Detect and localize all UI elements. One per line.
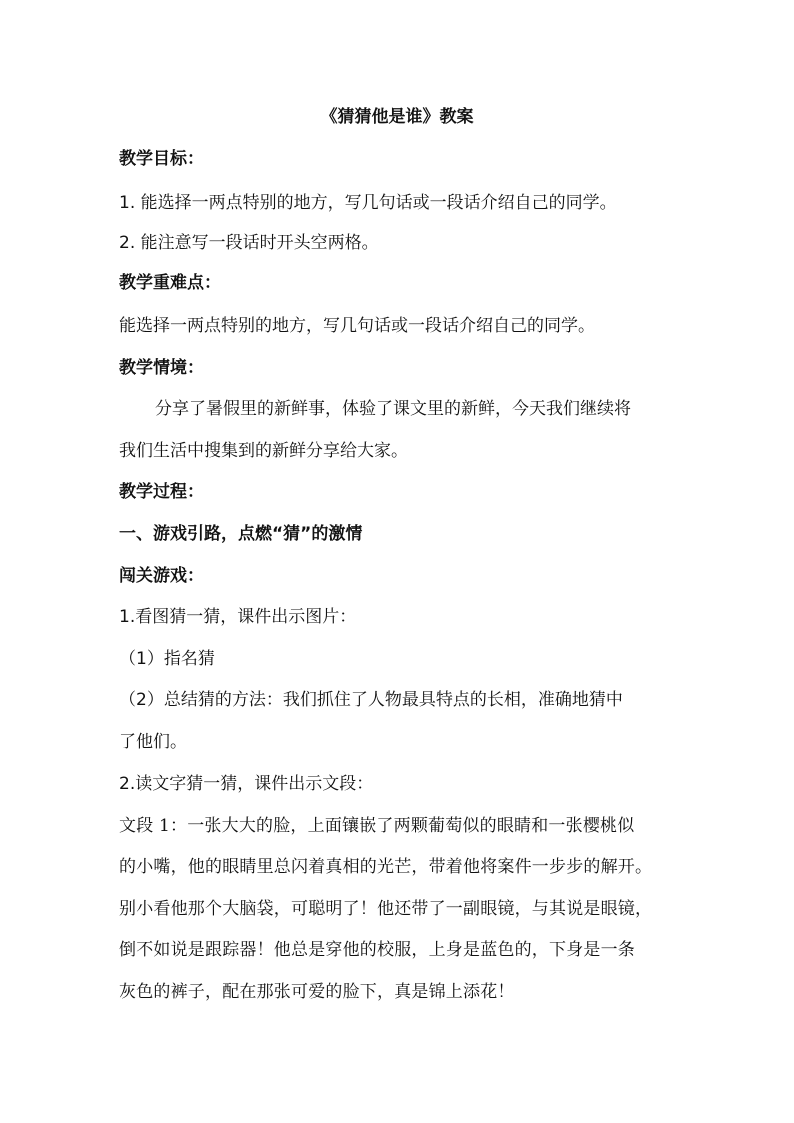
- key-points-heading: 教学重难点：: [119, 273, 221, 293]
- step-1-b-line-2: 了他们。: [119, 732, 187, 752]
- step-2: 2.读文字猜一猜，课件出示文段：: [119, 774, 374, 794]
- situation-line-2: 我们生活中搜集到的新鲜分享给大家。: [119, 441, 408, 461]
- passage-1-line-3: 别小看他那个大脑袋，可聪明了！他还带了一副眼镜，与其说是眼镜，: [119, 899, 653, 919]
- goal-item-2: 2. 能注意写一段话时开头空两格。: [119, 233, 379, 253]
- key-points-text: 能选择一两点特别的地方，写几句话或一段话介绍自己的同学。: [119, 316, 595, 336]
- step-1-a: （1）指名猜: [119, 649, 215, 669]
- section-1-heading: 一、游戏引路，点燃“猜”的激情: [119, 524, 363, 544]
- goals-heading: 教学目标：: [119, 149, 204, 169]
- step-1: 1.看图猜一猜，课件出示图片：: [119, 607, 357, 627]
- passage-1-line-2: 的小嘴，他的眼睛里总闪着真相的光芒，带着他将案件一步步的解开。: [119, 857, 653, 877]
- game-heading: 闯关游戏：: [119, 566, 204, 586]
- passage-1-line-1: 文段 1：一张大大的脸，上面镶嵌了两颗葡萄似的眼睛和一张樱桃似: [119, 816, 635, 836]
- passage-1-line-5: 灰色的裤子，配在那张可爱的脸下，真是锦上添花！: [119, 982, 515, 1002]
- goal-item-1: 1. 能选择一两点特别的地方，写几句话或一段话介绍自己的同学。: [119, 193, 617, 213]
- process-heading: 教学过程：: [119, 482, 204, 502]
- step-1-b-line-1: （2）总结猜的方法：我们抓住了人物最具特点的长相，准确地猜中: [119, 690, 623, 710]
- document-title: 《猜猜他是谁》教案: [320, 107, 474, 127]
- situation-line-1: 分享了暑假里的新鲜事，体验了课文里的新鲜，今天我们继续将: [155, 399, 631, 419]
- passage-1-line-4: 倒不如说是跟踪器！他总是穿他的校服，上身是蓝色的，下身是一条: [119, 940, 635, 960]
- situation-heading: 教学情境：: [119, 358, 204, 378]
